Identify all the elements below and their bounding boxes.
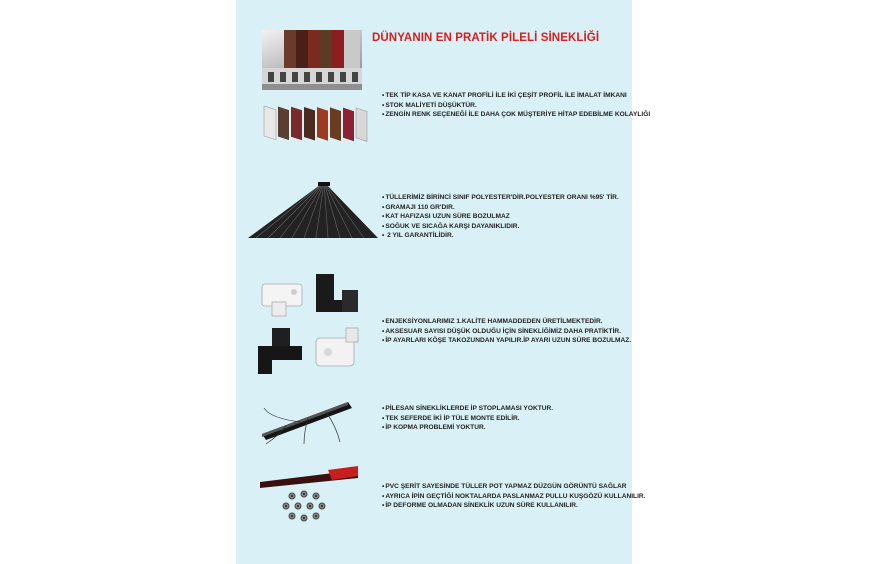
mesh-bullet-list bbox=[382, 193, 619, 241]
bullet-item: • TEK TİP KASA VE KANAT PROFİLİ İLE İKİ ÇEŞİT PROFİL İLE İMALAT İMKANI bbox=[382, 91, 650, 101]
colored-profiles-image bbox=[258, 106, 384, 164]
bullet-item: • İP AYARLARI KÖŞE TAKOZUNDAN YAPILIR.İP AYARI UZUN SÜRE BOZULMAZ. bbox=[382, 336, 631, 346]
bullet-item: • ZENGİN RENK SEÇENEĞİ İLE DAHA ÇOK MÜŞTERİYE HİTAP EDEBİLME KOLAYLIĞI bbox=[382, 110, 650, 120]
bullet-item: • SOĞUK VE SICAĞA KARŞI DAYANIKLIDIR. bbox=[382, 222, 619, 232]
aluminium-profile-image bbox=[262, 28, 362, 94]
profile-cords-image bbox=[256, 396, 356, 448]
cord-bullet-list bbox=[382, 404, 553, 433]
brochure-title: DÜNYANIN EN PRATİK PİLELİ SİNEKLİĞİ bbox=[372, 32, 600, 44]
pvc-strip-eyelets-image bbox=[258, 466, 364, 530]
bullet-item: • PVC ŞERİT SAYESİNDE TÜLLER POT YAPMAZ DÜZGÜN GÖRÜNTÜ SAĞLAR bbox=[382, 482, 646, 492]
bullet-item: • KAT HAFIZASI UZUN SÜRE BOZULMAZ bbox=[382, 212, 619, 222]
bullet-item: • TEK SEFERDE İKİ İP TÜLE MONTE EDİLİR. bbox=[382, 414, 553, 424]
profile-bullet-list bbox=[382, 91, 650, 120]
bullet-item: • İP KOPMA PROBLEMİ YOKTUR. bbox=[382, 423, 553, 433]
bullet-item: • GRAMAJI 110 GR'DIR. bbox=[382, 203, 619, 213]
bullet-item: • AKSESUAR SAYISI DÜŞÜK OLDUĞU İÇİN SİNEKLİĞİMİZ DAHA PRATİKTİR. bbox=[382, 327, 631, 337]
bullet-item: • İP DEFORME OLMADAN SİNEKLİK UZUN SÜRE KULLANILIR. bbox=[382, 501, 646, 511]
bullet-item: • PİLESAN SİNEKLİKLERDE İP STOPLAMASI YOKTUR. bbox=[382, 404, 553, 414]
pvc-bullet-list bbox=[382, 482, 646, 511]
accessories-bullet-list bbox=[382, 317, 631, 346]
bullet-item: • TÜLLERİMİZ BİRİNCİ SINIF POLYESTER'DİR.POLYESTER ORANI %95' TİR. bbox=[382, 193, 619, 203]
bullet-item: • AYRICA İPİN GEÇTİĞİ NOKTALARDA PASLANMAZ PULLU KUŞGÖZÜ KULLANILIR. bbox=[382, 492, 646, 502]
bullet-item: • STOK MALİYETİ DÜŞÜKTÜR. bbox=[382, 101, 650, 111]
bullet-item: • ENJEKSİYONLARIMIZ 1.KALİTE HAMMADDEDEN ÜRETİLMEKTEDİR. bbox=[382, 317, 631, 327]
corner-accessories-image bbox=[258, 262, 368, 378]
pleated-mesh-image bbox=[248, 182, 378, 242]
bullet-item: • 2 YIL GARANTİLİDİR. bbox=[382, 231, 619, 241]
